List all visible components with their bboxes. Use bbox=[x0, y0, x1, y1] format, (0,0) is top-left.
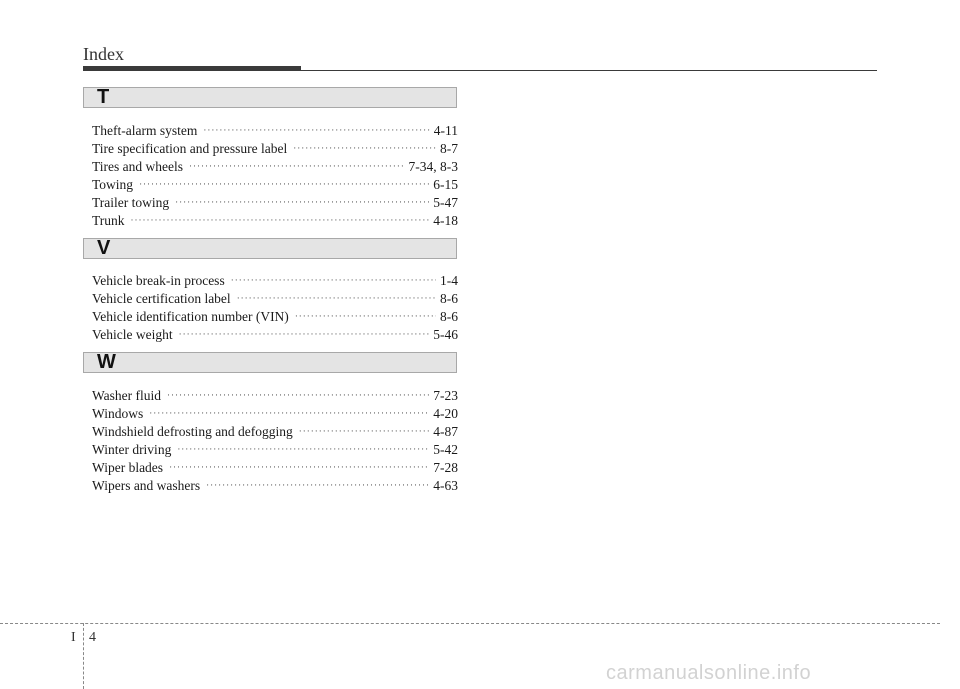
index-entry[interactable] bbox=[92, 272, 458, 290]
section-header-v bbox=[83, 238, 457, 259]
dot-leader bbox=[206, 476, 429, 494]
entry-label: Theft-alarm system bbox=[92, 123, 198, 138]
entry-page[interactable]: 7-23 bbox=[433, 388, 458, 403]
dot-leader bbox=[293, 139, 436, 157]
entry-page[interactable]: 7-34, 8-3 bbox=[408, 159, 458, 174]
dot-leader bbox=[189, 157, 405, 175]
dot-leader bbox=[175, 193, 429, 211]
index-entry[interactable] bbox=[92, 194, 458, 212]
entry-page[interactable]: 8-6 bbox=[440, 291, 458, 306]
entry-page[interactable]: 5-46 bbox=[433, 327, 458, 342]
entry-label: Tires and wheels bbox=[92, 159, 183, 174]
dot-leader bbox=[299, 422, 429, 440]
section-letter: W bbox=[97, 351, 116, 373]
index-entry[interactable] bbox=[92, 158, 458, 176]
index-entry[interactable] bbox=[92, 290, 458, 308]
index-entry[interactable] bbox=[92, 459, 458, 477]
dot-leader bbox=[131, 211, 430, 229]
index-entry[interactable] bbox=[92, 423, 458, 441]
index-entry[interactable] bbox=[92, 212, 458, 230]
index-entry[interactable] bbox=[92, 140, 458, 158]
entry-label: Towing bbox=[92, 177, 134, 192]
entry-label: Vehicle certification label bbox=[92, 291, 231, 306]
footer-vertical-divider bbox=[83, 623, 84, 689]
entry-label: Trailer towing bbox=[92, 195, 170, 210]
index-entry[interactable] bbox=[92, 308, 458, 326]
dot-leader bbox=[295, 307, 436, 325]
section-letter: T bbox=[97, 86, 110, 108]
entry-label: Wiper blades bbox=[92, 460, 164, 475]
index-entry[interactable] bbox=[92, 176, 458, 194]
dot-leader bbox=[179, 325, 430, 343]
dot-leader bbox=[167, 386, 429, 404]
entry-page[interactable]: 8-6 bbox=[440, 309, 458, 324]
watermark: carmanualsonline.info bbox=[606, 662, 812, 684]
header-rule-thin bbox=[83, 70, 877, 71]
dot-leader bbox=[237, 289, 436, 307]
entry-label: Windshield defrosting and defogging bbox=[92, 424, 293, 439]
index-entry[interactable] bbox=[92, 477, 458, 495]
section-list-v bbox=[92, 272, 458, 344]
entry-label: Wipers and washers bbox=[92, 478, 201, 493]
entry-page[interactable]: 5-42 bbox=[433, 442, 458, 457]
entry-page[interactable]: 5-47 bbox=[433, 195, 458, 210]
entry-page[interactable]: 4-20 bbox=[433, 406, 458, 421]
entry-page[interactable]: 4-87 bbox=[433, 424, 458, 439]
dot-leader bbox=[149, 404, 429, 422]
section-header-t bbox=[83, 87, 457, 108]
index-entry[interactable] bbox=[92, 122, 458, 140]
index-entry[interactable] bbox=[92, 441, 458, 459]
dot-leader bbox=[177, 440, 429, 458]
index-entry[interactable] bbox=[92, 387, 458, 405]
section-letter: V bbox=[97, 237, 111, 259]
entry-page[interactable]: 1-4 bbox=[440, 273, 458, 288]
entry-page[interactable]: 4-11 bbox=[433, 123, 458, 138]
page-title: Index bbox=[83, 44, 124, 64]
entry-page[interactable]: 4-63 bbox=[433, 478, 458, 493]
entry-page[interactable]: 4-18 bbox=[433, 213, 458, 228]
section-list-t bbox=[92, 122, 458, 230]
entry-label: Washer fluid bbox=[92, 388, 162, 403]
index-entry[interactable] bbox=[92, 326, 458, 344]
entry-label: Trunk bbox=[92, 213, 125, 228]
entry-label: Winter driving bbox=[92, 442, 172, 457]
entry-label: Windows bbox=[92, 406, 144, 421]
footer-section-letter: I bbox=[71, 630, 76, 645]
dot-leader bbox=[231, 271, 436, 289]
section-list-w bbox=[92, 387, 458, 495]
dot-leader bbox=[139, 175, 429, 193]
section-header-w bbox=[83, 352, 457, 373]
footer-page-number: 4 bbox=[89, 630, 96, 645]
entry-page[interactable]: 7-28 bbox=[433, 460, 458, 475]
entry-label: Vehicle weight bbox=[92, 327, 173, 342]
dot-leader bbox=[203, 121, 429, 139]
footer-divider bbox=[0, 623, 940, 624]
entry-page[interactable]: 6-15 bbox=[433, 177, 458, 192]
entry-label: Vehicle break-in process bbox=[92, 273, 225, 288]
dot-leader bbox=[169, 458, 429, 476]
entry-page[interactable]: 8-7 bbox=[440, 141, 458, 156]
entry-label: Vehicle identification number (VIN) bbox=[92, 309, 289, 324]
index-entry[interactable] bbox=[92, 405, 458, 423]
entry-label: Tire specification and pressure label bbox=[92, 141, 288, 156]
